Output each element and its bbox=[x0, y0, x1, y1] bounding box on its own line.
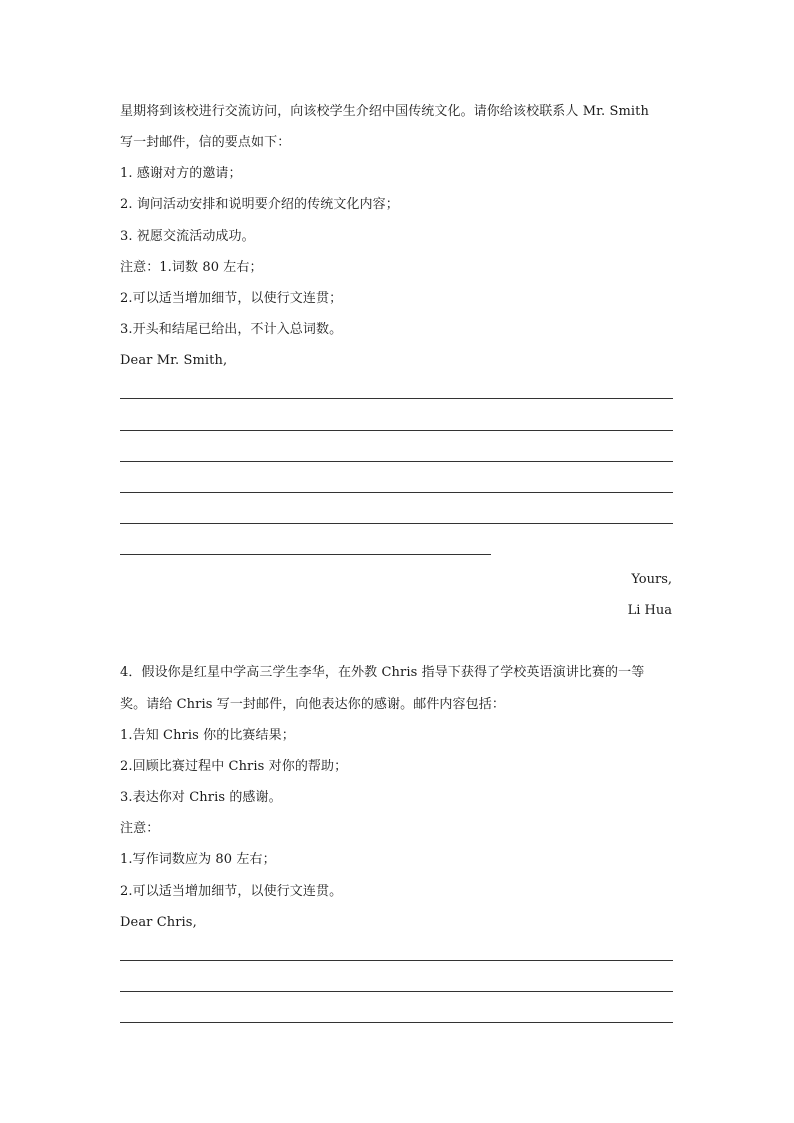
answer-line[interactable] bbox=[120, 461, 673, 462]
answer-line-short[interactable] bbox=[120, 554, 491, 555]
q3-note-1: 注意：1.词数 80 左右； bbox=[120, 260, 263, 275]
q3-signature: Li Hua bbox=[627, 603, 672, 618]
answer-line[interactable] bbox=[120, 398, 673, 399]
q4-point-2: 2.回顾比赛过程中 Chris 对你的帮助； bbox=[120, 759, 348, 774]
answer-line[interactable] bbox=[120, 523, 673, 524]
q3-text-line: 写一封邮件，信的要点如下： bbox=[120, 135, 291, 150]
q4-point-3: 3.表达你对 Chris 的感谢。 bbox=[120, 790, 282, 805]
q3-note-2: 2.可以适当增加细节，以使行文连贯； bbox=[120, 291, 343, 306]
q3-note-3: 3.开头和结尾已给出，不计入总词数。 bbox=[120, 322, 343, 337]
q3-point-2: 2. 询问活动安排和说明要介绍的传统文化内容； bbox=[120, 197, 399, 212]
q4-text-line: 4．假设你是红星中学高三学生李华，在外教 Chris 指导下获得了学校英语演讲比赛的一等 bbox=[120, 665, 645, 680]
q4-note-2: 2.可以适当增加细节，以使行文连贯。 bbox=[120, 884, 343, 899]
q3-closing: Yours, bbox=[631, 572, 672, 587]
q3-point-1: 1. 感谢对方的邀请； bbox=[120, 166, 242, 181]
q3-text-line: 星期将到该校进行交流访问，向该校学生介绍中国传统文化。请你给该校联系人 Mr. Smith bbox=[120, 104, 649, 119]
q4-salutation: Dear Chris, bbox=[120, 915, 197, 930]
q4-note-heading: 注意： bbox=[120, 821, 160, 836]
q3-point-3: 3. 祝愿交流活动成功。 bbox=[120, 229, 255, 244]
q4-note-1: 1.写作词数应为 80 左右； bbox=[120, 852, 276, 867]
answer-line[interactable] bbox=[120, 960, 673, 961]
answer-line[interactable] bbox=[120, 991, 673, 992]
answer-line[interactable] bbox=[120, 430, 673, 431]
answer-line[interactable] bbox=[120, 492, 673, 493]
q4-text-line: 奖。请给 Chris 写一封邮件，向他表达你的感谢。邮件内容包括： bbox=[120, 697, 505, 712]
answer-line[interactable] bbox=[120, 1022, 673, 1023]
q4-point-1: 1.告知 Chris 你的比赛结果； bbox=[120, 728, 295, 743]
q3-salutation: Dear Mr. Smith, bbox=[120, 353, 228, 368]
